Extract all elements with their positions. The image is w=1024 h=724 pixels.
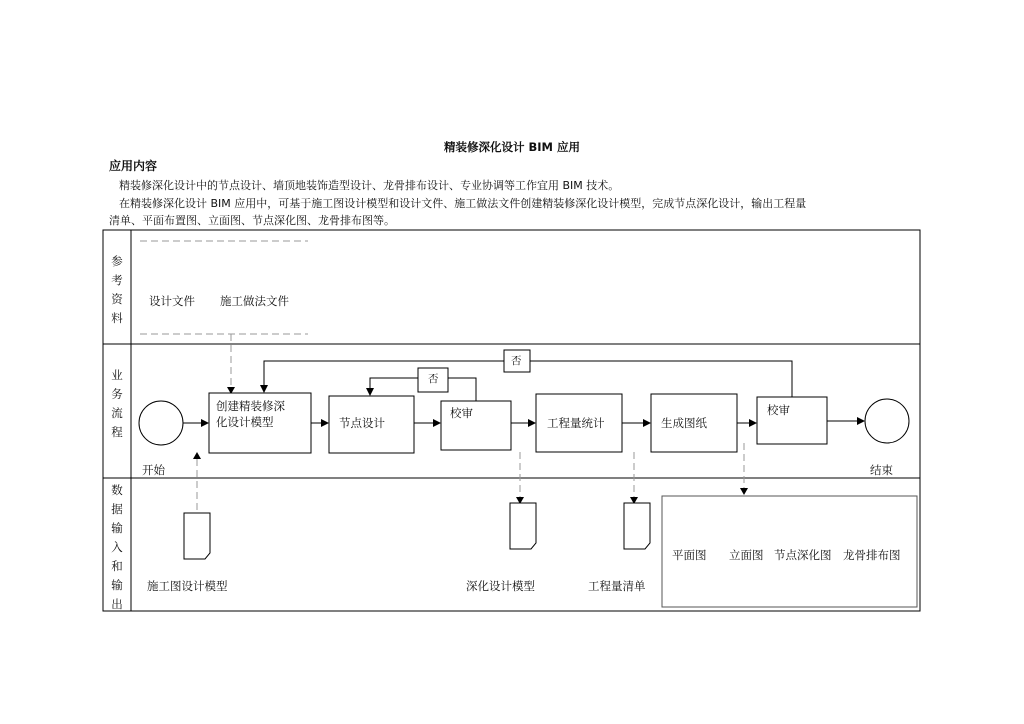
input-model-label: 施工图设计模型: [147, 579, 228, 593]
reference-method-file: 施工做法文件: [220, 294, 289, 308]
paragraph-2: 在精装修深化设计 BIM 应用中，可基于施工图设计模型和设计文件、施工做法文件创建精装修深化设计模型，完成节点深化设计，输出工程量: [119, 197, 807, 210]
create-model-label: [216, 398, 285, 430]
page-title: 精装修深化设计 BIM 应用: [444, 140, 580, 154]
no2-label: 否: [511, 355, 522, 367]
review2-label: 校审: [767, 403, 790, 417]
bill-label: 工程量清单: [588, 579, 646, 593]
end-label: 结束: [870, 463, 893, 477]
lane-data-label: 数 据 输 入 和 输 出: [111, 483, 123, 611]
paragraph-3: 清单、平面布置图、立面图、节点深化图、龙骨排布图等。: [109, 214, 395, 227]
node-design-label: 节点设计: [339, 416, 385, 430]
create-model-line-2: 化设计模型: [216, 415, 274, 429]
deep-model-label: 深化设计模型: [466, 579, 535, 593]
create-model-line-1: 创建精装修深: [216, 399, 285, 413]
input-model-doc: [184, 513, 210, 559]
reference-design-file: 设计文件: [149, 294, 195, 308]
section-heading: 应用内容: [109, 159, 158, 173]
review1-label: 校审: [450, 406, 473, 420]
drawing-elevation: 立面图: [729, 548, 764, 562]
drawing-node-detail: 节点深化图: [774, 548, 832, 562]
paragraph-1: 精装修深化设计中的节点设计、墙顶地装饰造型设计、龙骨排布设计、专业协调等工作宜用 BIM 技术。: [119, 179, 620, 192]
generate-label: 生成图纸: [661, 416, 707, 430]
deep-model-doc: [510, 503, 536, 549]
quantity-label: 工程量统计: [547, 416, 605, 430]
no1-label: 否: [428, 373, 439, 385]
start-node: [139, 401, 183, 445]
bill-doc: [624, 503, 650, 549]
lane-reference-label: 参 考 资 料: [111, 254, 123, 325]
drawing-keel-layout: 龙骨排布图: [843, 548, 901, 562]
end-node: [865, 399, 909, 443]
start-label: 开始: [142, 463, 165, 477]
drawing-plan: 平面图: [672, 548, 707, 562]
lane-business-label: 业 务 流 程: [111, 368, 123, 439]
